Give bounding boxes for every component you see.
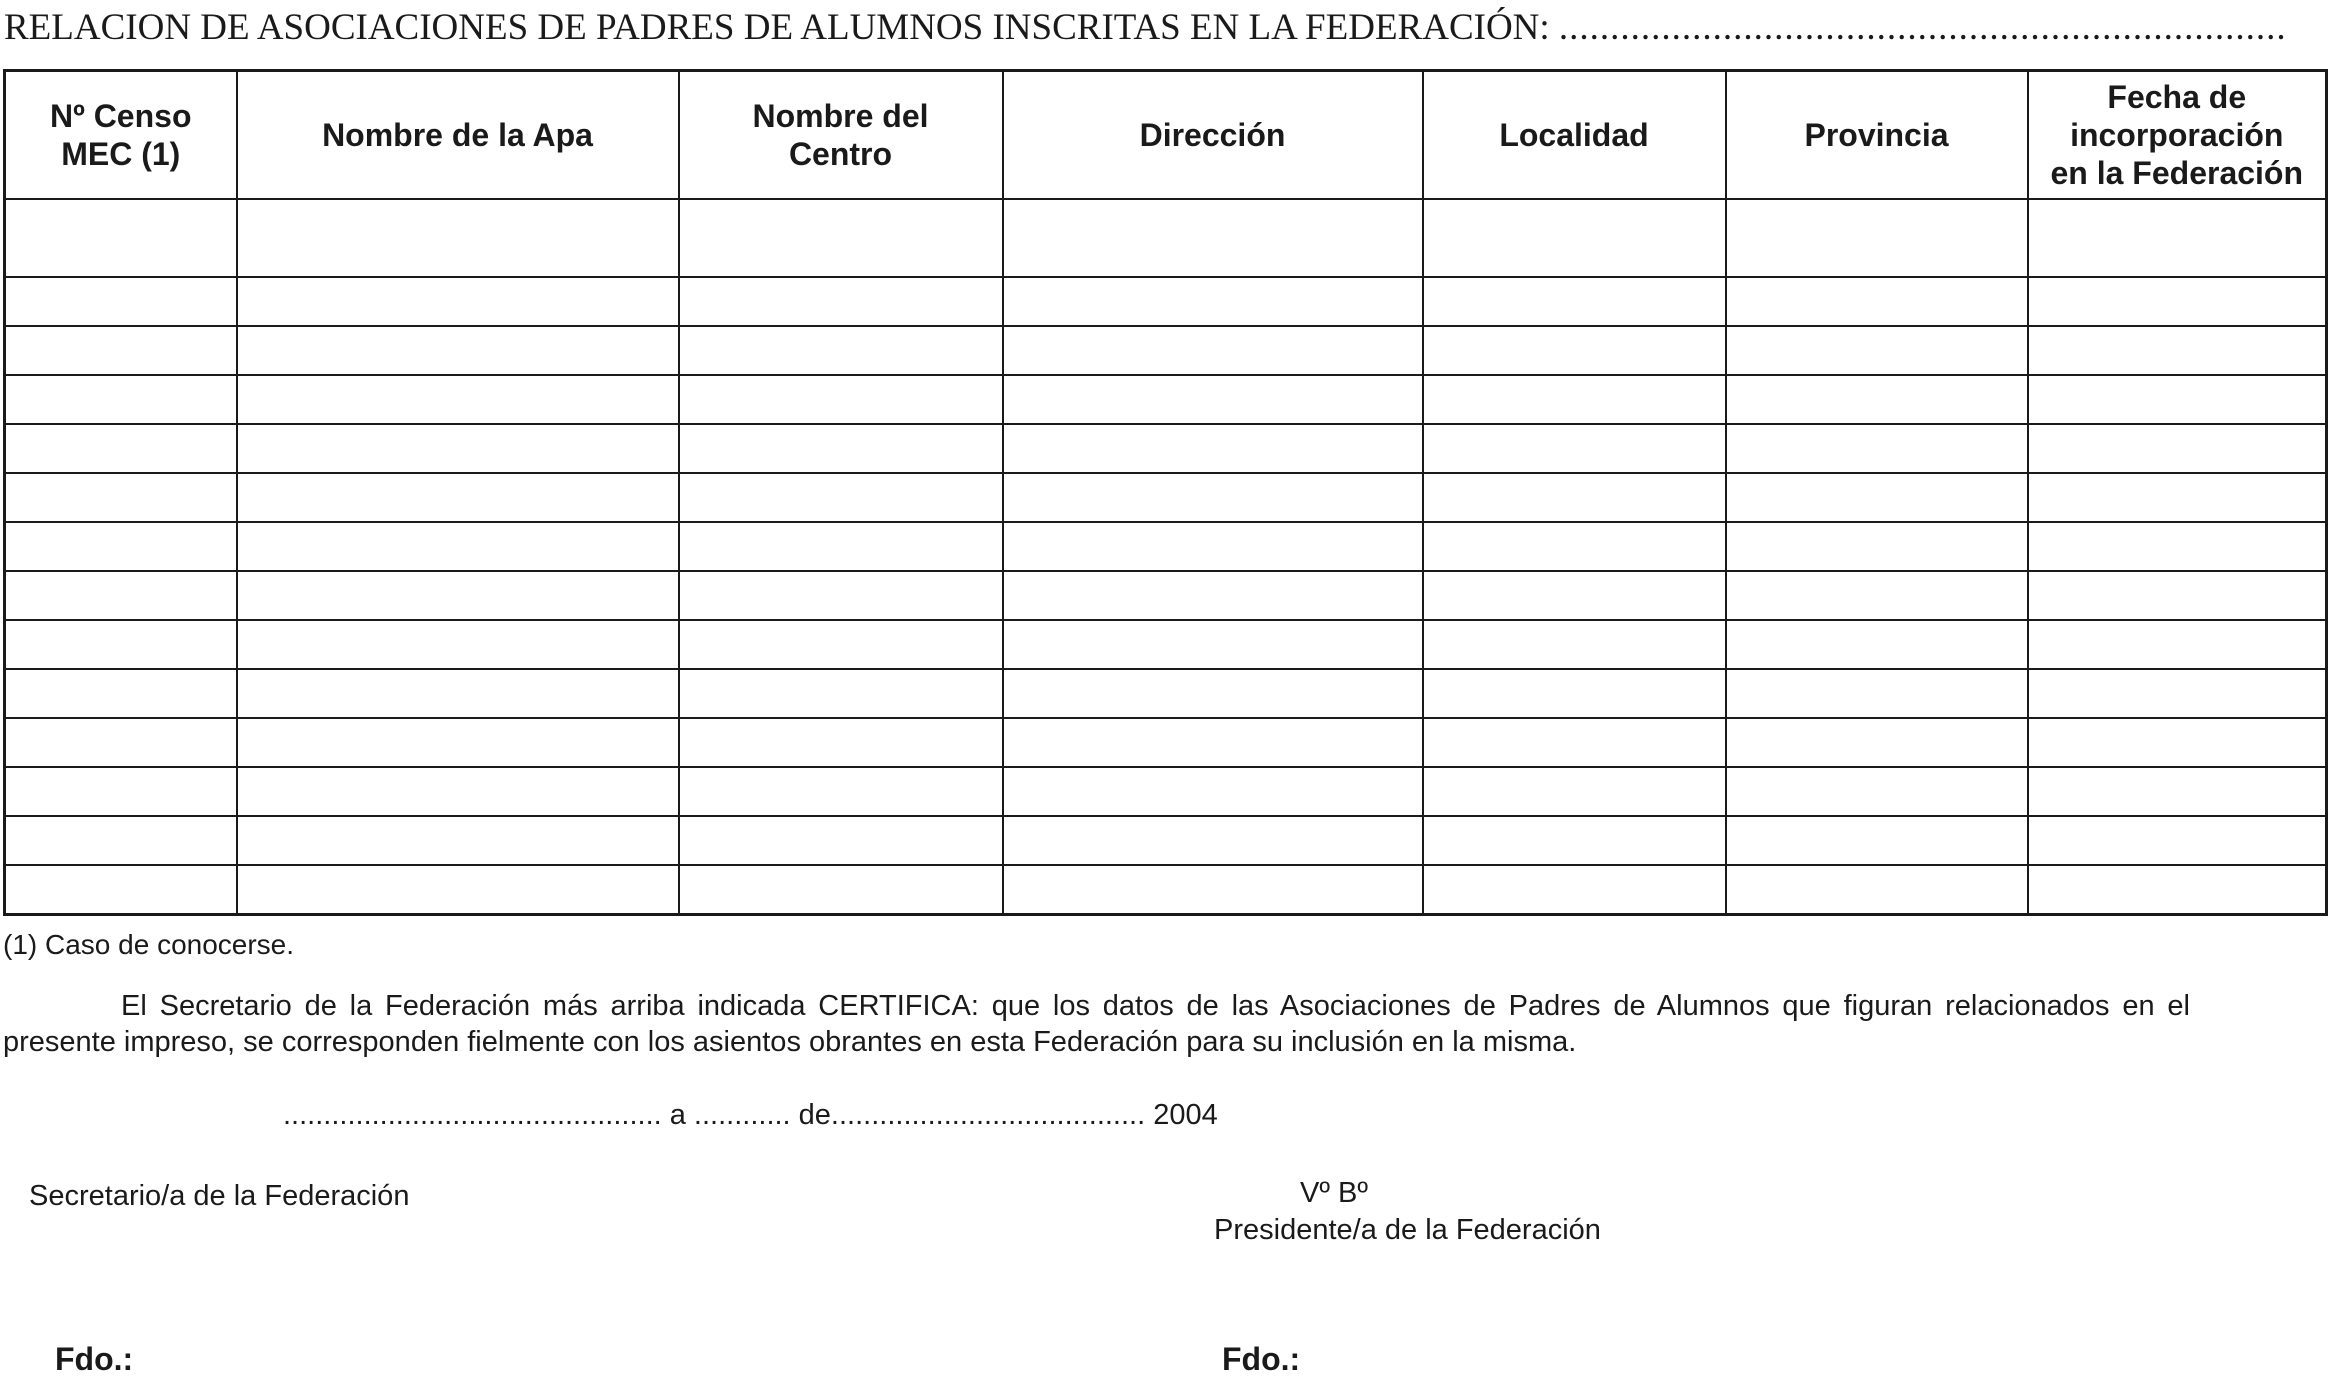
table-cell[interactable] bbox=[1423, 620, 1726, 669]
certification-paragraph: El Secretario de la Federación más arriba indicada CERTIFICA: que los datos de las Asociaciones de Padres de Alumnos que figuran relacionados en el presente impreso, se corresponden fielmente con los asientos obrantes en esta Federación para su inclusión en la misma. bbox=[3, 990, 2190, 1058]
table-cell[interactable] bbox=[1726, 277, 2028, 326]
table-row bbox=[5, 767, 2327, 816]
table-row bbox=[5, 816, 2327, 865]
table-cell[interactable] bbox=[237, 718, 679, 767]
table-cell[interactable] bbox=[1726, 424, 2028, 473]
table-row bbox=[5, 424, 2327, 473]
table-cell[interactable] bbox=[2028, 767, 2327, 816]
table-cell[interactable] bbox=[237, 277, 679, 326]
table-cell[interactable] bbox=[5, 424, 237, 473]
table-cell[interactable] bbox=[5, 473, 237, 522]
table-cell[interactable] bbox=[1726, 473, 2028, 522]
table-cell[interactable] bbox=[1423, 571, 1726, 620]
table-cell[interactable] bbox=[5, 199, 237, 277]
table-cell[interactable] bbox=[237, 375, 679, 424]
table-cell[interactable] bbox=[1423, 816, 1726, 865]
table-cell[interactable] bbox=[2028, 199, 2327, 277]
secretary-signature-field[interactable]: Fdo.: bbox=[55, 1341, 134, 1377]
table-cell[interactable] bbox=[1726, 326, 2028, 375]
table-cell[interactable] bbox=[679, 669, 1003, 718]
table-cell[interactable] bbox=[1726, 522, 2028, 571]
president-signature-field[interactable]: Fdo.: bbox=[1222, 1341, 1301, 1377]
table-cell[interactable] bbox=[1003, 424, 1423, 473]
table-cell[interactable] bbox=[2028, 424, 2327, 473]
table-cell[interactable] bbox=[237, 767, 679, 816]
table-cell[interactable] bbox=[1726, 816, 2028, 865]
table-cell[interactable] bbox=[679, 620, 1003, 669]
table-cell[interactable] bbox=[5, 767, 237, 816]
table-cell[interactable] bbox=[5, 669, 237, 718]
table-cell[interactable] bbox=[1003, 620, 1423, 669]
table-row bbox=[5, 522, 2327, 571]
table-cell[interactable] bbox=[679, 199, 1003, 277]
form-title-fill-line[interactable]: ....................................................................... bbox=[1558, 7, 2287, 48]
table-cell[interactable] bbox=[2028, 571, 2327, 620]
table-cell[interactable] bbox=[237, 816, 679, 865]
table-header-row bbox=[5, 71, 2327, 200]
header-fecha-incorporacion: Fecha de incorporación en la Federación bbox=[2028, 71, 2327, 200]
table-cell[interactable] bbox=[2028, 816, 2327, 865]
table-cell[interactable] bbox=[1726, 669, 2028, 718]
table-cell[interactable] bbox=[1423, 718, 1726, 767]
table-cell[interactable] bbox=[2028, 375, 2327, 424]
table-cell[interactable] bbox=[1423, 326, 1726, 375]
table-cell[interactable] bbox=[679, 767, 1003, 816]
table-cell[interactable] bbox=[1726, 199, 2028, 277]
table-cell[interactable] bbox=[5, 571, 237, 620]
table-cell[interactable] bbox=[1423, 199, 1726, 277]
table-cell[interactable] bbox=[1423, 865, 1726, 915]
header-localidad: Localidad bbox=[1423, 71, 1726, 200]
table-row bbox=[5, 718, 2327, 767]
table-cell[interactable] bbox=[679, 522, 1003, 571]
table-cell[interactable] bbox=[1003, 522, 1423, 571]
table-row bbox=[5, 865, 2327, 915]
table-cell[interactable] bbox=[679, 816, 1003, 865]
table-cell[interactable] bbox=[5, 522, 237, 571]
table-cell[interactable] bbox=[237, 620, 679, 669]
header-censo: Nº Censo MEC (1) bbox=[5, 71, 237, 200]
table-cell[interactable] bbox=[1003, 669, 1423, 718]
table-cell[interactable] bbox=[5, 718, 237, 767]
table-cell[interactable] bbox=[5, 620, 237, 669]
table-cell[interactable] bbox=[679, 473, 1003, 522]
table-row bbox=[5, 473, 2327, 522]
table-cell[interactable] bbox=[5, 277, 237, 326]
table-cell[interactable] bbox=[1003, 326, 1423, 375]
table-cell[interactable] bbox=[1423, 767, 1726, 816]
table-cell[interactable] bbox=[1726, 718, 2028, 767]
table-cell[interactable] bbox=[1726, 571, 2028, 620]
footnote: (1) Caso de conocerse. bbox=[3, 929, 295, 960]
table-cell[interactable] bbox=[2028, 473, 2327, 522]
table-cell[interactable] bbox=[237, 522, 679, 571]
table-cell[interactable] bbox=[1423, 424, 1726, 473]
table-cell[interactable] bbox=[1003, 571, 1423, 620]
form-title-text: RELACION DE ASOCIACIONES DE PADRES DE ALUMNOS INSCRITAS EN LA FEDERACIÓN: bbox=[4, 7, 1550, 48]
table-cell[interactable] bbox=[679, 375, 1003, 424]
table-cell[interactable] bbox=[1423, 277, 1726, 326]
table-cell[interactable] bbox=[1003, 473, 1423, 522]
table-cell[interactable] bbox=[1003, 865, 1423, 915]
table-cell[interactable] bbox=[237, 571, 679, 620]
table-cell[interactable] bbox=[2028, 865, 2327, 915]
table-cell[interactable] bbox=[679, 865, 1003, 915]
table-cell[interactable] bbox=[679, 424, 1003, 473]
table-cell[interactable] bbox=[1003, 816, 1423, 865]
visto-bueno-label: Vº Bº bbox=[1300, 1177, 1368, 1209]
table-cell[interactable] bbox=[5, 326, 237, 375]
table-row bbox=[5, 326, 2327, 375]
table-cell[interactable] bbox=[1423, 473, 1726, 522]
table-cell[interactable] bbox=[2028, 277, 2327, 326]
table-cell[interactable] bbox=[5, 375, 237, 424]
table-cell[interactable] bbox=[1423, 669, 1726, 718]
table-cell[interactable] bbox=[237, 424, 679, 473]
header-nombre-centro: Nombre del Centro bbox=[679, 71, 1003, 200]
table-cell[interactable] bbox=[1423, 522, 1726, 571]
table-cell[interactable] bbox=[679, 718, 1003, 767]
table-cell[interactable] bbox=[1726, 767, 2028, 816]
president-label: Presidente/a de la Federación bbox=[1214, 1214, 1601, 1246]
table-cell[interactable] bbox=[2028, 620, 2327, 669]
table-cell[interactable] bbox=[1003, 277, 1423, 326]
form-title bbox=[4, 4, 2324, 52]
table-row bbox=[5, 620, 2327, 669]
table-cell[interactable] bbox=[679, 277, 1003, 326]
secretary-label: Secretario/a de la Federación bbox=[29, 1180, 410, 1212]
table-cell[interactable] bbox=[1003, 199, 1423, 277]
table-cell[interactable] bbox=[1726, 865, 2028, 915]
table-cell[interactable] bbox=[679, 326, 1003, 375]
table-row bbox=[5, 669, 2327, 718]
table-row bbox=[5, 199, 2327, 277]
table-cell[interactable] bbox=[1003, 767, 1423, 816]
place-date-line[interactable]: ............................................... a ............ de....................................... 2004 bbox=[283, 1099, 1218, 1131]
table-cell[interactable] bbox=[1726, 375, 2028, 424]
header-direccion: Dirección bbox=[1003, 71, 1423, 200]
table-cell[interactable] bbox=[237, 865, 679, 915]
table-cell[interactable] bbox=[1003, 718, 1423, 767]
header-provincia: Provincia bbox=[1726, 71, 2028, 200]
table-cell[interactable] bbox=[237, 473, 679, 522]
table-row bbox=[5, 277, 2327, 326]
table-cell[interactable] bbox=[2028, 669, 2327, 718]
table-cell[interactable] bbox=[237, 199, 679, 277]
table-cell[interactable] bbox=[2028, 326, 2327, 375]
table-cell[interactable] bbox=[2028, 718, 2327, 767]
table-cell[interactable] bbox=[237, 326, 679, 375]
table-row bbox=[5, 375, 2327, 424]
table-cell[interactable] bbox=[1423, 375, 1726, 424]
table-cell[interactable] bbox=[1726, 620, 2028, 669]
table-cell[interactable] bbox=[1003, 375, 1423, 424]
table-cell[interactable] bbox=[237, 669, 679, 718]
table-cell[interactable] bbox=[5, 865, 237, 915]
table-cell[interactable] bbox=[5, 816, 237, 865]
associations-table bbox=[3, 69, 2328, 916]
table-row bbox=[5, 571, 2327, 620]
header-nombre-apa: Nombre de la Apa bbox=[237, 71, 679, 200]
table-cell[interactable] bbox=[2028, 522, 2327, 571]
table-cell[interactable] bbox=[679, 571, 1003, 620]
